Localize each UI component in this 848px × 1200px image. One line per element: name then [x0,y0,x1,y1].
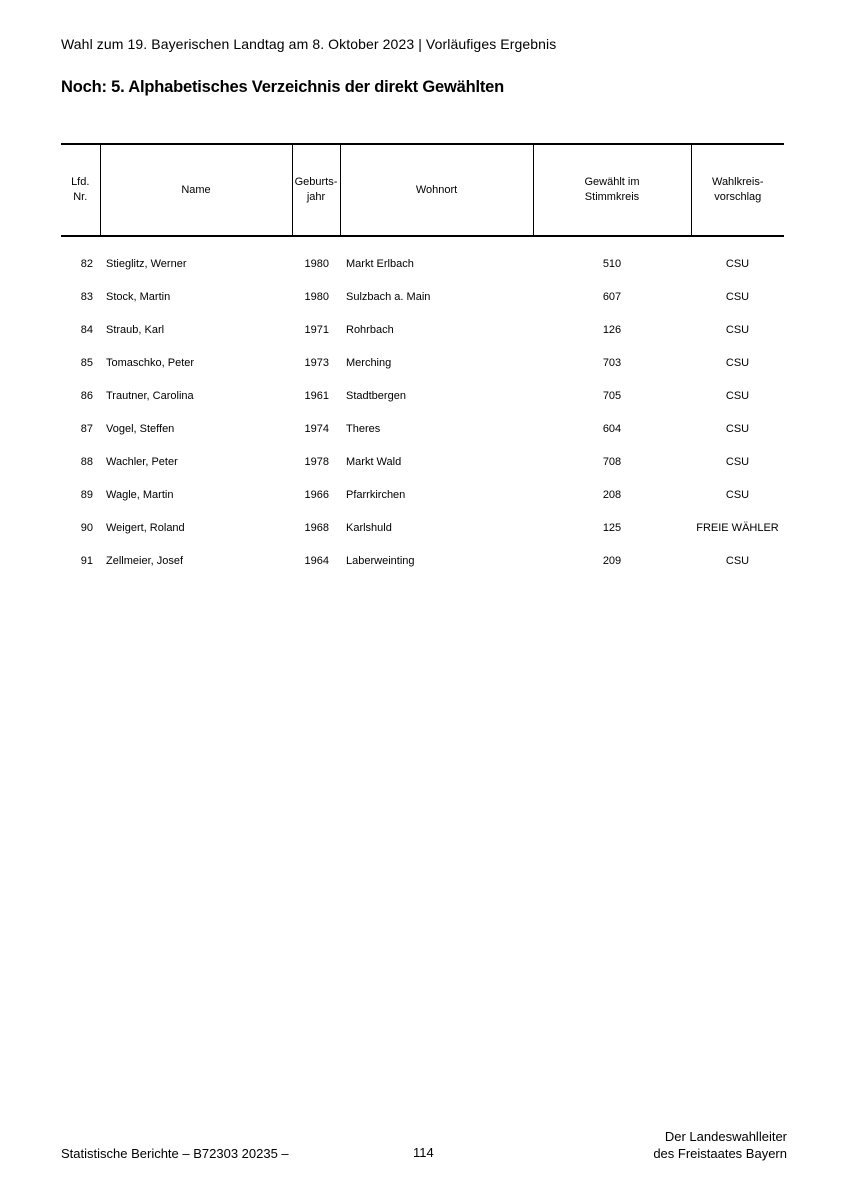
cell-wohnort: Stadtbergen [346,389,406,402]
table-row [61,412,784,445]
cell-wahlkreisvorschlag: FREIE WÄHLER [696,521,779,534]
footer-publisher [653,1128,787,1162]
cell-wahlkreisvorschlag: CSU [725,356,750,369]
cell-stimmkreis: 125 [602,521,622,534]
col-header-stimmkreis-line2: Stimmkreis [584,191,640,203]
cell-stimmkreis: 209 [602,554,622,567]
table-row [61,313,784,346]
cell-geburtsjahr: 1980 [304,290,329,303]
col-header-name: Name [100,144,292,236]
cell-geburtsjahr: 1974 [304,422,329,435]
cell-wohnort: Sulzbach a. Main [346,290,431,303]
table-row [61,236,784,280]
cell-lfd-nr: 86 [80,389,93,402]
cell-lfd-nr: 88 [80,455,93,468]
cell-lfd-nr: 87 [80,422,93,435]
col-header-stimmkreis-line1: Gewählt im [584,176,640,188]
cell-name: Straub, Karl [106,323,165,336]
cell-wohnort: Markt Erlbach [346,257,414,270]
cell-stimmkreis: 708 [602,455,622,468]
cell-wahlkreisvorschlag: CSU [725,389,750,402]
cell-wohnort: Karlshuld [346,521,392,534]
cell-name: Vogel, Steffen [106,422,175,435]
cell-geburtsjahr: 1964 [304,554,329,567]
cell-name: Weigert, Roland [106,521,185,534]
cell-wahlkreisvorschlag: CSU [725,422,750,435]
table-row [61,478,784,511]
cell-stimmkreis: 607 [602,290,622,303]
cell-wahlkreisvorschlag: CSU [725,257,750,270]
cell-name: Stieglitz, Werner [106,257,187,270]
table-header-row [61,144,784,236]
cell-wohnort: Markt Wald [346,455,402,468]
col-header-lfd-line1: Lfd. [71,176,90,188]
col-header-vorschlag-line1: Wahlkreis- [711,176,764,188]
col-header-lfd-nr [61,144,100,236]
cell-stimmkreis: 604 [602,422,622,435]
table-row [61,346,784,379]
table-row [61,544,784,577]
cell-stimmkreis: 703 [602,356,622,369]
cell-wahlkreisvorschlag: CSU [725,488,750,501]
cell-geburtsjahr: 1973 [304,356,329,369]
col-header-geburt-line2: jahr [306,191,326,203]
publisher-line2: des Freistaates Bayern [653,1146,787,1161]
page-number: 114 [413,1145,434,1160]
cell-wahlkreisvorschlag: CSU [725,554,750,567]
publisher-line1: Der Landeswahlleiter [664,1129,787,1144]
cell-geburtsjahr: 1968 [304,521,329,534]
footer-series: Statistische Berichte – B72303 20235 – [61,1146,289,1161]
cell-geburtsjahr: 1980 [304,257,329,270]
cell-lfd-nr: 84 [80,323,93,336]
cell-name: Wachler, Peter [106,455,178,468]
cell-name: Trautner, Carolina [106,389,194,402]
cell-wohnort: Theres [346,422,381,435]
cell-stimmkreis: 510 [602,257,622,270]
cell-geburtsjahr: 1978 [304,455,329,468]
table-row [61,511,784,544]
results-table [61,143,784,577]
cell-wohnort: Pfarrkirchen [346,488,406,501]
col-header-lfd-line2: Nr. [73,191,88,203]
cell-lfd-nr: 85 [80,356,93,369]
table-row [61,445,784,478]
cell-lfd-nr: 83 [80,290,93,303]
cell-wahlkreisvorschlag: CSU [725,290,750,303]
cell-name: Stock, Martin [106,290,171,303]
table-body [61,236,784,577]
col-header-wahlkreisvorschlag [691,144,784,236]
cell-stimmkreis: 705 [602,389,622,402]
cell-lfd-nr: 82 [80,257,93,270]
cell-geburtsjahr: 1971 [304,323,329,336]
section-title: Noch: 5. Alphabetisches Verzeichnis der direkt Gewählten [61,78,504,96]
col-header-wohnort: Wohnort [340,144,533,236]
cell-lfd-nr: 91 [80,554,93,567]
col-header-stimmkreis [533,144,691,236]
cell-wohnort: Laberweinting [346,554,415,567]
cell-name: Tomaschko, Peter [106,356,195,369]
cell-name: Wagle, Martin [106,488,174,501]
cell-stimmkreis: 126 [602,323,622,336]
col-header-vorschlag-line2: vorschlag [714,191,762,203]
table-row [61,379,784,412]
cell-lfd-nr: 89 [80,488,93,501]
cell-wahlkreisvorschlag: CSU [725,323,750,336]
col-header-geburt-line1: Geburts- [294,176,338,188]
cell-name: Zellmeier, Josef [106,554,184,567]
cell-geburtsjahr: 1966 [304,488,329,501]
table-row [61,280,784,313]
col-header-geburtsjahr [292,144,340,236]
cell-wahlkreisvorschlag: CSU [725,455,750,468]
cell-stimmkreis: 208 [602,488,622,501]
running-head: Wahl zum 19. Bayerischen Landtag am 8. Oktober 2023 | Vorläufiges Ergebnis [61,36,557,52]
cell-wohnort: Merching [346,356,392,369]
cell-geburtsjahr: 1961 [304,389,329,402]
cell-lfd-nr: 90 [80,521,93,534]
cell-wohnort: Rohrbach [346,323,394,336]
